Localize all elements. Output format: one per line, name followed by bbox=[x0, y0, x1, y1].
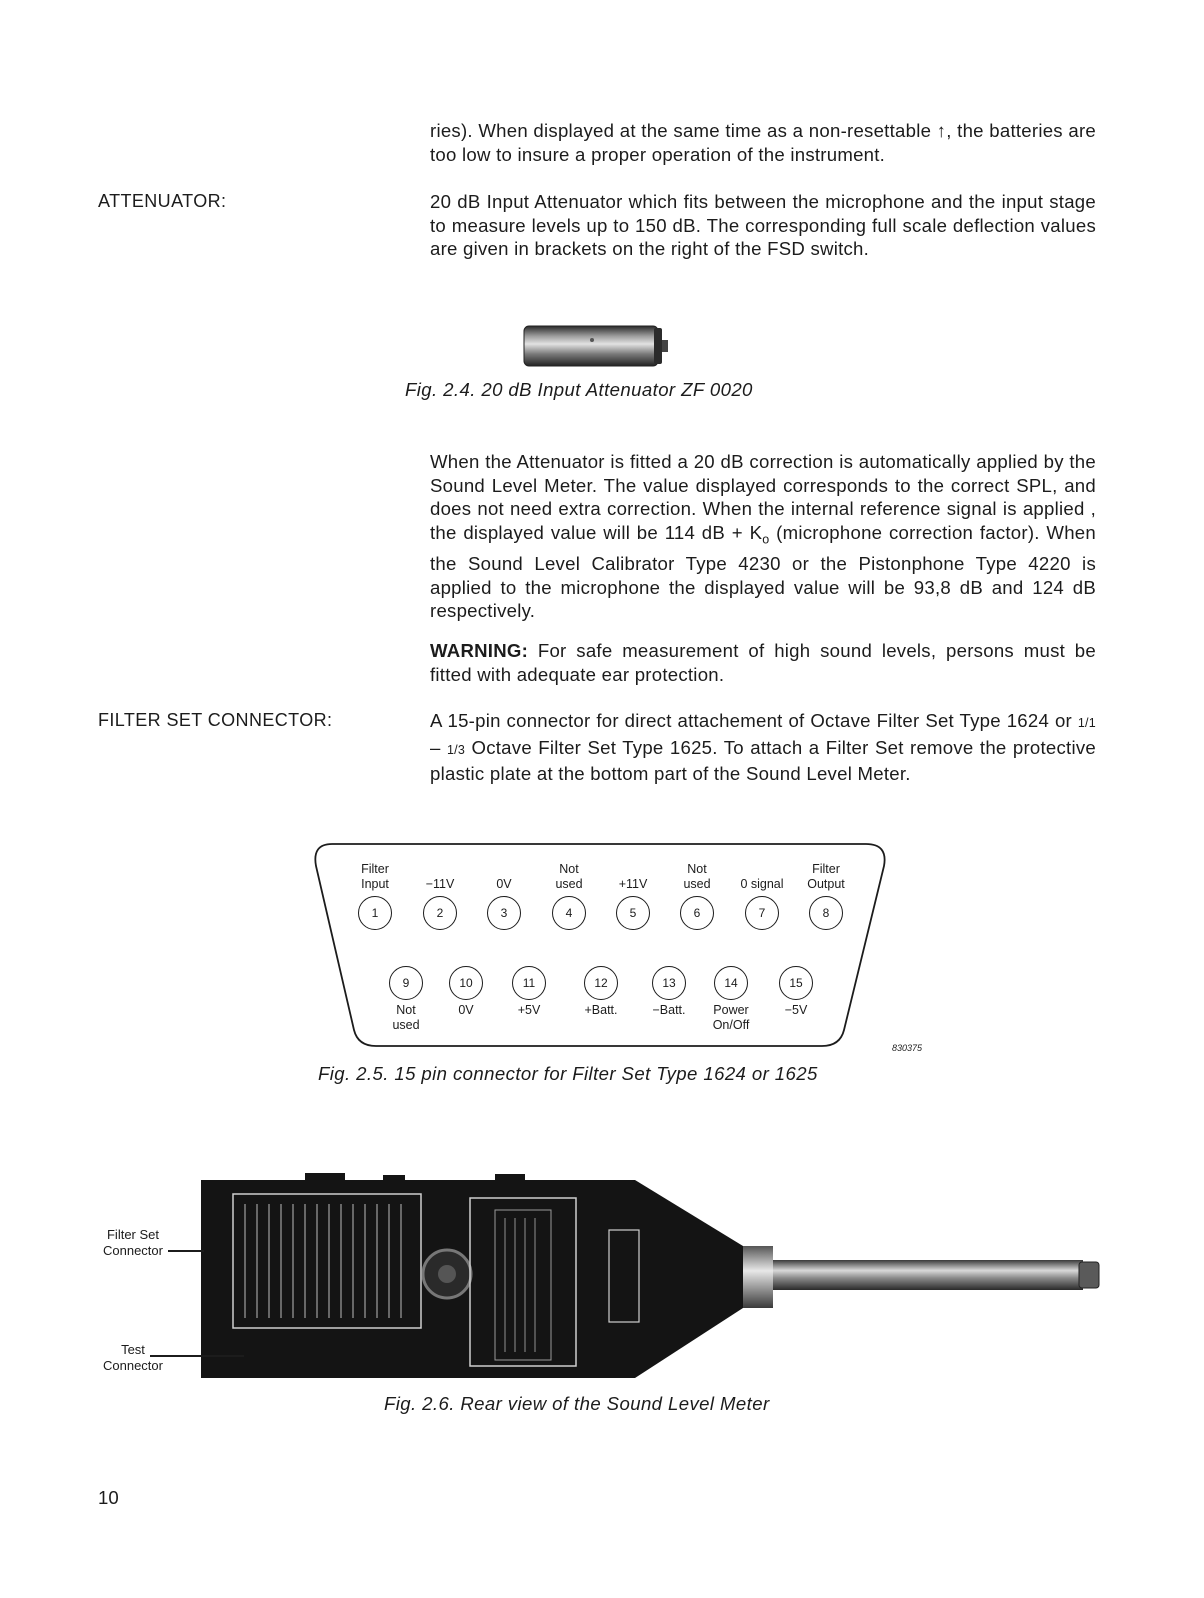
pin-label: +5V bbox=[517, 1003, 541, 1017]
pin-label: Not used bbox=[683, 862, 711, 891]
pin: 14 bbox=[714, 966, 748, 1000]
batteries-paragraph: ries). When displayed at the same time as a non-resettable ↑, the batteries are too low to insure a proper operation of the instrument. bbox=[430, 120, 1096, 165]
pin-label: 0V bbox=[458, 1003, 474, 1017]
fig-2-5-caption: Fig. 2.5. 15 pin connector for Filter Set Type 1624 or 1625 bbox=[318, 1063, 818, 1084]
attenuator-image bbox=[518, 320, 674, 372]
figure-code: 830375 bbox=[892, 1043, 923, 1053]
pin: 7 bbox=[745, 896, 779, 930]
fig-2-6-caption: Fig. 2.6. Rear view of the Sound Level Meter bbox=[384, 1393, 770, 1414]
pin-label: −Batt. bbox=[652, 1003, 686, 1017]
warning-paragraph bbox=[430, 639, 1096, 686]
pin: 11 bbox=[512, 966, 546, 1000]
pin-label: 0 signal bbox=[740, 877, 784, 891]
pin: 3 bbox=[487, 896, 521, 930]
pin-label: +11V bbox=[618, 877, 648, 891]
warning-text: For safe measurement of high sound levels, persons must be fitted with adequate ear protection. bbox=[430, 640, 1096, 685]
pin: 4 bbox=[552, 896, 586, 930]
pin: 6 bbox=[680, 896, 714, 930]
correction-paragraph bbox=[430, 450, 1096, 623]
pin: 12 bbox=[584, 966, 618, 1000]
attenuator-heading: ATTENUATOR: bbox=[98, 191, 227, 211]
fraction-1-3: 1/3 bbox=[446, 742, 466, 757]
pin-label: 0V bbox=[496, 877, 512, 891]
correction-text-1: When the Attenuator is fitted a 20 dB correction is automatically applied by the Sound Level Meter. The value displayed corresponds to the correct SPL, and does not need extra correction. When the internal reference signal is applied , the displayed value will be 114 dB + K bbox=[430, 451, 1096, 543]
pin-label: Filter Input bbox=[361, 862, 389, 891]
warning-label: WARNING: bbox=[430, 640, 529, 661]
k0-subscript: o bbox=[762, 532, 770, 547]
test-connector-callout: Test Connector bbox=[103, 1342, 163, 1373]
pin-label: Power On/Off bbox=[712, 1003, 750, 1032]
pin: 13 bbox=[652, 966, 686, 1000]
pin-label: +Batt. bbox=[584, 1003, 618, 1017]
page-number: 10 bbox=[98, 1487, 119, 1508]
pin: 1 bbox=[358, 896, 392, 930]
fig-2-4-caption: Fig. 2.4. 20 dB Input Attenuator ZF 0020 bbox=[405, 379, 753, 400]
filter-paragraph bbox=[430, 709, 1096, 786]
fraction-1-1: 1/1 bbox=[1077, 716, 1096, 730]
pin: 2 bbox=[423, 896, 457, 930]
pin-label: Not used bbox=[555, 862, 583, 891]
pin: 5 bbox=[616, 896, 650, 930]
attenuator-paragraph: 20 dB Input Attenuator which fits between the microphone and the input stage to measure levels up to 150 dB. The corresponding full scale deflection values are given in brackets on the right of the FSD switch. bbox=[430, 191, 1096, 260]
pin-label: Filter Output bbox=[807, 862, 845, 891]
filter-text-2: Octave Filter Set Type 1625. To attach a Filter Set remove the protective plastic plate at the bottom part of the Sound Level Meter. bbox=[430, 736, 1096, 785]
test-callout-leader bbox=[150, 1355, 244, 1357]
filter-set-connector-callout: Filter Set Connector bbox=[103, 1227, 163, 1258]
sound-level-meter-rear-view bbox=[195, 1170, 1105, 1386]
filter-dash: – bbox=[430, 736, 447, 758]
pin-label: −11V bbox=[425, 877, 455, 891]
connector-outline bbox=[310, 840, 890, 1052]
correction-text-2: (microphone correction factor). When the Sound Level Calibrator Type 4230 or the Pistonphone Type 4220 is applied to the microphone the displayed value will be 93,8 dB and 124 dB respectively. bbox=[430, 521, 1096, 622]
pin: 10 bbox=[449, 966, 483, 1000]
pin-label: −5V bbox=[784, 1003, 808, 1017]
pin: 8 bbox=[809, 896, 843, 930]
filter-set-connector-heading: FILTER SET CONNECTOR: bbox=[98, 710, 333, 730]
filter-callout-leader bbox=[168, 1250, 204, 1252]
filter-text-1: A 15-pin connector for direct attachement of Octave Filter Set Type 1624 or bbox=[430, 710, 1078, 731]
pin-label: Not used bbox=[392, 1003, 420, 1032]
pin: 9 bbox=[389, 966, 423, 1000]
pin: 15 bbox=[779, 966, 813, 1000]
